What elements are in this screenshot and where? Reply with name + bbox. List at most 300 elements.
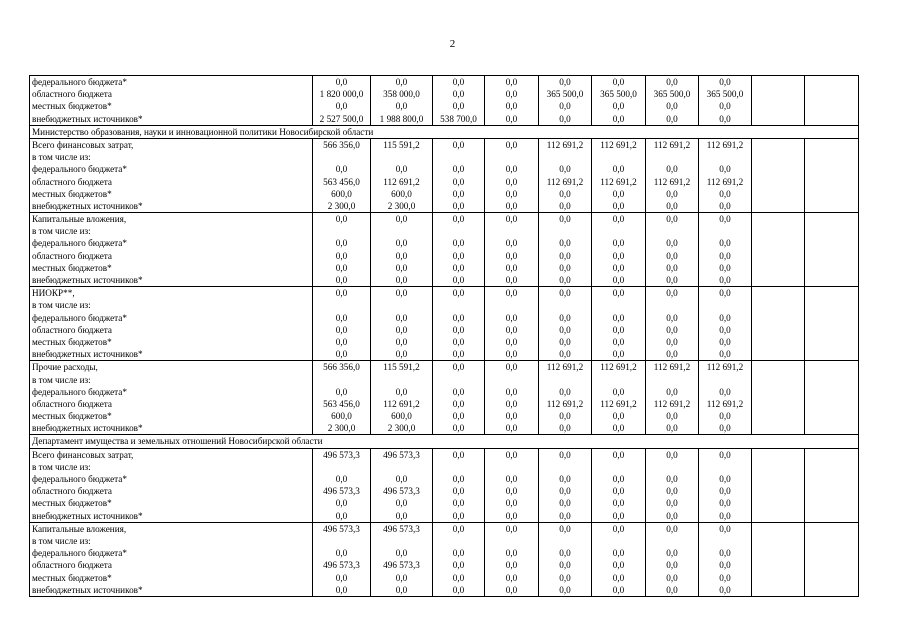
cell-value: 0,0	[452, 176, 465, 187]
cell-value: 0,0	[335, 324, 348, 335]
cell-value	[541, 374, 589, 386]
cell-value	[435, 461, 482, 473]
cell-value: 0,0	[559, 250, 571, 261]
cell-value: 566 356,0	[323, 362, 360, 373]
cell-value	[373, 151, 430, 163]
value-cell	[313, 287, 371, 361]
cell-value: 496 573,3	[383, 486, 420, 497]
cell-value: 112 691,2	[546, 139, 584, 150]
cell-value: 0,0	[666, 324, 678, 335]
row-label: в том числе из:	[32, 535, 91, 546]
cell-value: 0,0	[666, 523, 678, 534]
cell-value: 0,0	[452, 423, 465, 434]
cell-value: 0,0	[559, 386, 571, 397]
cell-value: 0,0	[612, 572, 625, 583]
cell-value: 0,0	[452, 288, 465, 299]
cell-value: 0,0	[559, 262, 571, 273]
cell-value: 358 000,0	[383, 89, 420, 100]
cell-value: 0,0	[335, 262, 348, 273]
cell-value	[373, 461, 430, 473]
cell-value: 0,0	[559, 288, 571, 299]
row-labels	[30, 287, 313, 361]
value-cell	[646, 361, 699, 435]
cell-value: 0,0	[559, 214, 571, 225]
cell-value: 0,0	[559, 324, 571, 335]
value-cell	[592, 448, 646, 522]
cell-value: 0,0	[559, 349, 571, 360]
cell-value: 365 500,0	[600, 89, 637, 100]
cell-value: 0,0	[335, 498, 348, 509]
page-number: 2	[449, 38, 456, 50]
value-cell	[371, 522, 433, 596]
cell-value: 0,0	[505, 449, 518, 460]
cell-value	[648, 374, 696, 386]
cell-value: 0,0	[452, 362, 465, 373]
cell-value: 0,0	[452, 510, 465, 521]
cell-value: 0,0	[395, 386, 408, 397]
section-header: Департамент имущества и земельных отношений Новосибирской области	[30, 435, 859, 448]
row-label: НИОКР**,	[32, 288, 75, 299]
value-cell	[539, 361, 592, 435]
cell-value: 0,0	[559, 584, 571, 595]
cell-value	[541, 535, 589, 547]
cell-value: 0,0	[452, 398, 465, 409]
cell-value	[594, 535, 643, 547]
cell-value: 0,0	[505, 498, 518, 509]
cell-value: 112 691,2	[546, 362, 584, 373]
cell-value: 0,0	[719, 250, 731, 261]
cell-value: 0,0	[719, 411, 731, 422]
cell-value: 0,0	[612, 164, 625, 175]
row-label: Капитальные вложения,	[32, 214, 127, 225]
cell-value: 496 573,3	[323, 523, 360, 534]
cell-value: 112 691,2	[546, 176, 584, 187]
cell-value: 0,0	[335, 288, 348, 299]
cell-value	[487, 374, 536, 386]
cell-value: 0,0	[559, 498, 571, 509]
row-label: внебюджетных источников*	[32, 349, 143, 360]
cell-value: 600,0	[391, 188, 412, 199]
cell-value: 0,0	[505, 238, 518, 249]
cell-value: 0,0	[505, 548, 518, 559]
cell-value: 0,0	[335, 386, 348, 397]
row-label: федерального бюджета*	[32, 474, 127, 485]
value-cell	[752, 361, 805, 435]
cell-value: 0,0	[505, 362, 518, 373]
row-label: местных бюджетов*	[32, 411, 112, 422]
cell-value: 0,0	[559, 188, 571, 199]
cell-value: 0,0	[612, 386, 625, 397]
cell-value: 0,0	[612, 486, 625, 497]
cell-value: 0,0	[559, 336, 571, 347]
cell-value: 0,0	[505, 262, 518, 273]
value-cell	[699, 213, 752, 287]
cell-value: 0,0	[612, 523, 625, 534]
cell-value: 0,0	[612, 449, 625, 460]
cell-value: 0,0	[452, 386, 465, 397]
cell-value: 0,0	[505, 139, 518, 150]
cell-value: 0,0	[666, 411, 678, 422]
cell-value: 112 691,2	[706, 139, 744, 150]
cell-value: 0,0	[559, 275, 571, 286]
cell-value: 0,0	[452, 214, 465, 225]
value-cell	[752, 448, 805, 522]
cell-value: 115 591,2	[383, 139, 420, 150]
cell-value: 2 300,0	[327, 423, 356, 434]
cell-value: 112 691,2	[706, 398, 744, 409]
value-cell	[485, 213, 539, 287]
cell-value: 0,0	[452, 200, 465, 211]
cell-value: 0,0	[505, 349, 518, 360]
row-label: местных бюджетов*	[32, 572, 112, 583]
cell-value: 0,0	[559, 523, 571, 534]
value-cell	[592, 213, 646, 287]
cell-value	[315, 225, 368, 237]
cell-value: 0,0	[335, 336, 348, 347]
cell-value: 0,0	[666, 498, 678, 509]
value-cell	[805, 287, 859, 361]
row-label: внебюджетных источников*	[32, 200, 143, 211]
cell-value: 0,0	[505, 101, 518, 112]
cell-value	[701, 374, 749, 386]
cell-value: 2 300,0	[327, 200, 356, 211]
cell-value: 0,0	[559, 560, 571, 571]
value-cell	[752, 213, 805, 287]
cell-value: 1 820 000,0	[319, 89, 364, 100]
cell-value: 0,0	[719, 423, 731, 434]
cell-value: 0,0	[395, 548, 408, 559]
cell-value: 0,0	[395, 275, 408, 286]
table-row	[30, 361, 859, 435]
cell-value: 0,0	[559, 77, 571, 87]
row-label: областного бюджета	[32, 398, 112, 409]
cell-value: 0,0	[452, 411, 465, 422]
cell-value: 0,0	[395, 214, 408, 225]
cell-value: 0,0	[666, 349, 678, 360]
cell-value	[594, 461, 643, 473]
cell-value: 0,0	[719, 238, 731, 249]
cell-value: 0,0	[612, 423, 625, 434]
cell-value	[648, 151, 696, 163]
cell-value: 0,0	[395, 238, 408, 249]
cell-value: 0,0	[505, 275, 518, 286]
value-cell	[313, 138, 371, 212]
cell-value: 0,0	[666, 584, 678, 595]
cell-value	[487, 299, 536, 311]
value-cell	[433, 522, 485, 596]
cell-value: 0,0	[505, 188, 518, 199]
cell-value: 0,0	[505, 200, 518, 211]
cell-value: 0,0	[559, 510, 571, 521]
row-label: внебюджетных источников*	[32, 423, 143, 434]
cell-value	[541, 461, 589, 473]
cell-value: 0,0	[719, 510, 731, 521]
value-cell	[371, 213, 433, 287]
cell-value: 0,0	[452, 324, 465, 335]
cell-value: 0,0	[612, 584, 625, 595]
row-label: областного бюджета	[32, 486, 112, 497]
cell-value: 0,0	[335, 250, 348, 261]
row-label: в том числе из:	[32, 374, 91, 385]
cell-value	[315, 374, 368, 386]
value-cell	[485, 361, 539, 435]
row-label: Всего финансовых затрат,	[32, 449, 134, 460]
cell-value: 0,0	[559, 101, 571, 112]
cell-value: 0,0	[719, 288, 731, 299]
row-label: федерального бюджета*	[32, 312, 127, 323]
row-label: местных бюджетов*	[32, 101, 112, 112]
cell-value: 496 573,3	[323, 560, 360, 571]
value-cell	[485, 448, 539, 522]
cell-value: 0,0	[452, 77, 465, 87]
row-label: областного бюджета	[32, 250, 112, 261]
cell-value: 0,0	[452, 89, 465, 100]
cell-value: 0,0	[505, 411, 518, 422]
cell-value: 0,0	[452, 312, 465, 323]
cell-value: 496 573,3	[383, 449, 420, 460]
cell-value: 0,0	[719, 523, 731, 534]
row-labels	[30, 522, 313, 596]
cell-value: 0,0	[452, 498, 465, 509]
cell-value: 0,0	[505, 214, 518, 225]
row-label: областного бюджета	[32, 89, 112, 100]
cell-value	[435, 151, 482, 163]
cell-value: 0,0	[395, 474, 408, 485]
cell-value: 0,0	[505, 572, 518, 583]
row-label: местных бюджетов*	[32, 188, 112, 199]
cell-value: 0,0	[612, 324, 625, 335]
row-label: Всего финансовых затрат,	[32, 139, 134, 150]
value-cell	[805, 361, 859, 435]
cell-value: 0,0	[559, 486, 571, 497]
cell-value: 0,0	[452, 336, 465, 347]
value-cell	[433, 287, 485, 361]
cell-value: 0,0	[559, 200, 571, 211]
cell-value: 0,0	[719, 449, 731, 460]
cell-value: 0,0	[719, 386, 731, 397]
cell-value: 0,0	[666, 275, 678, 286]
cell-value	[373, 535, 430, 547]
row-label: федерального бюджета*	[32, 164, 127, 175]
cell-value: 0,0	[612, 411, 625, 422]
cell-value: 0,0	[666, 250, 678, 261]
cell-value: 112 691,2	[600, 139, 637, 150]
cell-value: 0,0	[505, 176, 518, 187]
cell-value: 0,0	[666, 312, 678, 323]
cell-value: 0,0	[505, 398, 518, 409]
row-label: внебюджетных источников*	[32, 113, 143, 124]
value-cell	[646, 287, 699, 361]
cell-value: 0,0	[395, 164, 408, 175]
cell-value: 496 573,3	[383, 523, 420, 534]
cell-value: 0,0	[612, 188, 625, 199]
row-label: в том числе из:	[32, 152, 91, 163]
cell-value	[541, 225, 589, 237]
cell-value: 0,0	[612, 336, 625, 347]
cell-value: 0,0	[612, 275, 625, 286]
cell-value: 0,0	[395, 324, 408, 335]
cell-value: 0,0	[719, 336, 731, 347]
cell-value: 563 456,0	[323, 398, 360, 409]
cell-value: 0,0	[505, 324, 518, 335]
cell-value	[701, 225, 749, 237]
cell-value	[594, 374, 643, 386]
cell-value	[487, 151, 536, 163]
cell-value: 0,0	[666, 386, 678, 397]
row-label: областного бюджета	[32, 324, 112, 335]
value-cell	[752, 522, 805, 596]
cell-value: 496 573,3	[323, 486, 360, 497]
value-cell	[805, 213, 859, 287]
cell-value: 0,0	[335, 312, 348, 323]
cell-value: 0,0	[666, 188, 678, 199]
cell-value: 0,0	[395, 572, 408, 583]
row-labels	[30, 448, 313, 522]
cell-value: 0,0	[666, 423, 678, 434]
cell-value: 0,0	[719, 486, 731, 497]
section-header-row	[30, 435, 859, 448]
cell-value: 0,0	[505, 89, 518, 100]
cell-value: 0,0	[666, 449, 678, 460]
cell-value: 538 700,0	[440, 113, 477, 124]
cell-value: 0,0	[719, 474, 731, 485]
cell-value: 0,0	[666, 510, 678, 521]
cell-value: 0,0	[559, 449, 571, 460]
cell-value: 365 500,0	[706, 89, 744, 100]
value-cell	[699, 287, 752, 361]
cell-value: 0,0	[452, 572, 465, 583]
value-cell	[485, 522, 539, 596]
cell-value: 112 691,2	[383, 176, 420, 187]
cell-value: 112 691,2	[546, 398, 584, 409]
cell-value: 112 691,2	[653, 139, 691, 150]
cell-value: 0,0	[612, 77, 625, 87]
value-cell	[539, 213, 592, 287]
cell-value: 112 691,2	[653, 362, 691, 373]
cell-value: 0,0	[719, 113, 731, 124]
cell-value	[648, 535, 696, 547]
table-row	[30, 287, 859, 361]
cell-value: 0,0	[452, 262, 465, 273]
cell-value: 0,0	[452, 486, 465, 497]
cell-value: 0,0	[505, 77, 518, 87]
cell-value: 600,0	[391, 411, 412, 422]
cell-value: 0,0	[612, 214, 625, 225]
cell-value	[594, 225, 643, 237]
row-label: внебюджетных источников*	[32, 510, 143, 521]
cell-value: 0,0	[612, 200, 625, 211]
cell-value: 0,0	[559, 423, 571, 434]
cell-value	[487, 461, 536, 473]
table-row	[30, 76, 859, 126]
value-cell	[646, 448, 699, 522]
row-label: Прочие расходы,	[32, 362, 98, 373]
cell-value	[435, 374, 482, 386]
value-cell	[433, 361, 485, 435]
cell-value: 0,0	[452, 523, 465, 534]
cell-value: 112 691,2	[653, 398, 691, 409]
cell-value: 0,0	[395, 498, 408, 509]
cell-value: 0,0	[719, 77, 731, 87]
value-cell	[539, 138, 592, 212]
cell-value	[315, 151, 368, 163]
cell-value: 2 527 500,0	[319, 113, 364, 124]
cell-value	[315, 535, 368, 547]
row-label: федерального бюджета*	[32, 386, 127, 397]
cell-value: 0,0	[505, 336, 518, 347]
cell-value: 112 691,2	[383, 398, 420, 409]
cell-value: 0,0	[505, 250, 518, 261]
cell-value: 0,0	[452, 548, 465, 559]
row-label: федерального бюджета*	[32, 548, 127, 559]
row-labels	[30, 138, 313, 212]
cell-value: 0,0	[505, 113, 518, 124]
cell-value: 0,0	[612, 474, 625, 485]
cell-value: 0,0	[719, 349, 731, 360]
cell-value: 0,0	[719, 164, 731, 175]
cell-value: 0,0	[666, 113, 678, 124]
cell-value	[373, 374, 430, 386]
row-labels	[30, 361, 313, 435]
cell-value: 112 691,2	[706, 362, 744, 373]
cell-value: 0,0	[452, 238, 465, 249]
cell-value: 112 691,2	[706, 176, 744, 187]
cell-value: 0,0	[719, 200, 731, 211]
value-cell	[485, 138, 539, 212]
cell-value: 0,0	[559, 238, 571, 249]
cell-value: 0,0	[612, 560, 625, 571]
cell-value: 0,0	[666, 200, 678, 211]
cell-value: 0,0	[505, 510, 518, 521]
value-cell	[699, 448, 752, 522]
value-cell	[805, 138, 859, 212]
cell-value: 0,0	[395, 288, 408, 299]
value-cell	[592, 138, 646, 212]
row-label: федерального бюджета*	[32, 77, 127, 87]
cell-value	[594, 151, 643, 163]
cell-value: 0,0	[612, 498, 625, 509]
value-cell	[539, 522, 592, 596]
value-cell	[699, 76, 752, 126]
section-header: Министерство образования, науки и инновационной политики Новосибирской области	[30, 125, 859, 138]
cell-value: 0,0	[395, 262, 408, 273]
cell-value: 2 300,0	[387, 423, 416, 434]
cell-value: 0,0	[395, 101, 408, 112]
value-cell	[805, 522, 859, 596]
cell-value: 0,0	[612, 238, 625, 249]
cell-value: 0,0	[505, 288, 518, 299]
value-cell	[313, 448, 371, 522]
cell-value: 0,0	[335, 275, 348, 286]
row-label: местных бюджетов*	[32, 262, 112, 273]
cell-value: 0,0	[452, 275, 465, 286]
cell-value: 0,0	[452, 349, 465, 360]
value-cell	[371, 448, 433, 522]
value-cell	[752, 138, 805, 212]
cell-value: 0,0	[612, 250, 625, 261]
row-label: областного бюджета	[32, 176, 112, 187]
cell-value: 0,0	[612, 349, 625, 360]
cell-value: 0,0	[719, 275, 731, 286]
cell-value: 0,0	[666, 474, 678, 485]
table-row	[30, 448, 859, 522]
cell-value: 0,0	[719, 312, 731, 323]
cell-value: 0,0	[505, 486, 518, 497]
cell-value: 112 691,2	[600, 362, 637, 373]
cell-value: 0,0	[335, 101, 348, 112]
row-label: местных бюджетов*	[32, 498, 112, 509]
cell-value: 0,0	[452, 101, 465, 112]
